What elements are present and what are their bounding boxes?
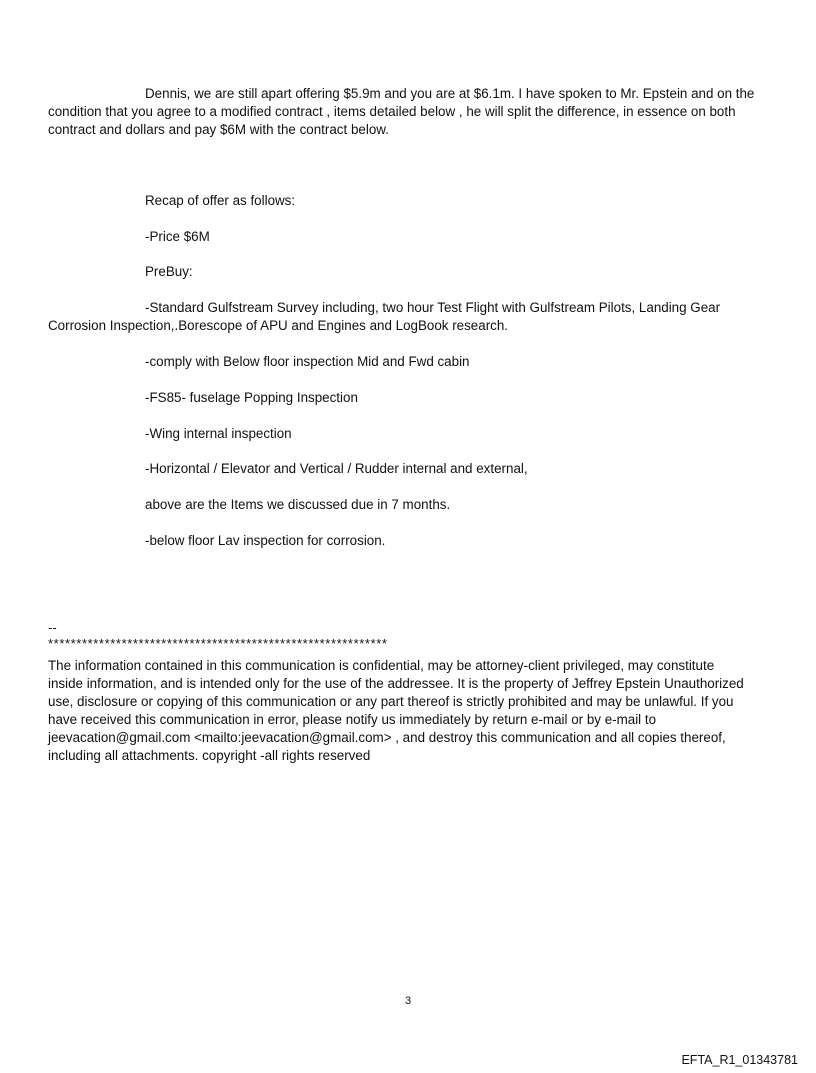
price-item: -Price $6M bbox=[145, 229, 210, 244]
disclaimer-line-1: The information contained in this communication is confidential, may be attorney-client privileged, may constitute bbox=[48, 658, 715, 673]
disclaimer-line-2: inside information, and is intended only for the use of the addressee. It is the property of Jeffrey Epstein Unauthorized bbox=[48, 676, 744, 691]
prebuy-label: PreBuy: bbox=[145, 264, 193, 279]
intro-line-2: condition that you agree to a modified contract , items detailed below , he will split the difference, in essence on both bbox=[48, 104, 736, 119]
page-number: 3 bbox=[404, 995, 412, 1007]
survey-line-1: -Standard Gulfstream Survey including, two hour Test Flight with Gulfstream Pilots, Landing Gear bbox=[145, 300, 721, 315]
survey-line-2: Corrosion Inspection,.Borescope of APU and Engines and LogBook research. bbox=[48, 318, 509, 333]
intro-line-3: contract and dollars and pay $6M with the contract below. bbox=[48, 122, 389, 137]
items-due-note: above are the Items we discussed due in 7 months. bbox=[145, 497, 451, 512]
disclaimer-line-3: use, disclosure or copying of this communication or any part thereof is strictly prohibited and may be unlawful. If you bbox=[48, 694, 734, 709]
wing-item: -Wing internal inspection bbox=[145, 426, 292, 441]
horizontal-item: -Horizontal / Elevator and Vertical / Rudder internal and external, bbox=[145, 461, 528, 476]
below-floor-item: -comply with Below floor inspection Mid and Fwd cabin bbox=[145, 354, 470, 369]
disclaimer-line-5: jeevacation@gmail.com <mailto:jeevacation@gmail.com> , and destroy this communication and all copies thereof, bbox=[48, 730, 726, 745]
intro-line-1: Dennis, we are still apart offering $5.9m and you are at $6.1m. I have spoken to Mr. Epstein and on the bbox=[145, 86, 755, 101]
document-id: EFTA_R1_01343781 bbox=[681, 1053, 798, 1067]
signature-separator: -- bbox=[48, 620, 57, 635]
disclaimer-line-4: have received this communication in error, please notify us immediately by return e-mail or by e-mail to bbox=[48, 712, 657, 727]
star-divider: ************************************************************ bbox=[48, 636, 388, 651]
fs85-item: -FS85- fuselage Popping Inspection bbox=[145, 390, 358, 405]
lav-item: -below floor Lav inspection for corrosion. bbox=[145, 533, 386, 548]
disclaimer-line-6: including all attachments. copyright -all rights reserved bbox=[48, 748, 371, 763]
recap-heading: Recap of offer as follows: bbox=[145, 193, 296, 208]
